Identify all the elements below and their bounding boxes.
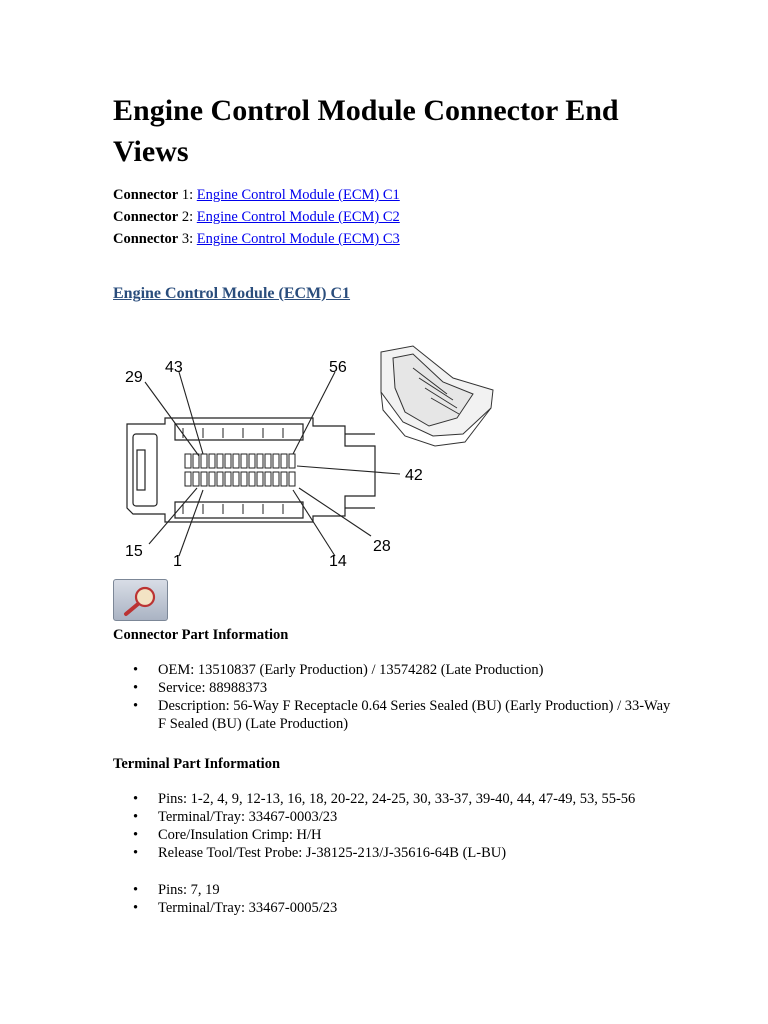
connector-part-list [113,661,673,733]
pin-cavity [265,454,271,468]
pin-cavity [281,454,287,468]
pin-cavity [233,472,239,486]
connector-link-c1[interactable]: Engine Control Module (ECM) C1 [196,187,400,203]
pin-cavity [249,472,255,486]
terminal-part-list-1 [113,790,673,862]
connector-end-view-diagram [113,338,505,578]
section-title: Engine Control Module (ECM) C1 [113,285,351,302]
pin-cavity [241,454,247,468]
connector-number: 3: [178,231,197,247]
pin-cavity [273,472,279,486]
connector-link-c3[interactable]: Engine Control Module (ECM) C3 [196,231,400,247]
page-title: Engine Control Module Connector End Views [113,94,619,168]
pin-cavity [201,454,207,468]
pin-cavity [289,454,295,468]
callout-1: 1 [173,553,182,570]
pin-cavity [217,472,223,486]
list-item: • Pins: 7, 19 [113,881,673,899]
pin-cavity [257,454,263,468]
terminal-part-heading: Terminal Part Information [113,756,281,772]
callout-28: 28 [373,538,391,555]
list-item: • Pins: 1-2, 4, 9, 12-13, 16, 18, 20-22, 24-25, 30, 33-37, 39-40, 44, 47-49, 53, 55-56 [113,790,673,808]
zoom-button[interactable] [113,579,168,621]
connector-part-heading: Connector Part Information [113,627,289,643]
pin-cavity [265,472,271,486]
pin-cavity [241,472,247,486]
list-item: • Service: 88988373 [113,679,673,697]
pin-cavity [257,472,263,486]
list-item: • OEM: 13510837 (Early Production) / 13574282 (Late Production) [113,661,673,679]
connector-number: 1: [178,187,197,203]
pin-cavity [281,472,287,486]
list-item: • Release Tool/Test Probe: J-38125-213/J-35616-64B (L-BU) [113,844,673,862]
pin-cavity [193,472,199,486]
connector-link-c2[interactable]: Engine Control Module (ECM) C2 [196,209,400,225]
list-item: • Core/Insulation Crimp: H/H [113,826,673,844]
connector-label: Connector [113,231,179,247]
terminal-part-list-2 [113,881,673,917]
pin-cavity [273,454,279,468]
connector-row-3 [113,228,400,250]
pin-cavity [225,472,231,486]
pin-cavity [233,454,239,468]
pin-cavity [201,472,207,486]
pin-cavity [209,472,215,486]
connector-label: Connector [113,209,179,225]
list-item: • Terminal/Tray: 33467-0005/23 [113,899,673,917]
list-item: • Description: 56-Way F Receptacle 0.64 Series Sealed (BU) (Early Production) / 33-Way F Sealed (BU) (Late Production) [113,697,673,733]
magnifier-icon [114,580,169,622]
pin-cavity [289,472,295,486]
list-item: • Terminal/Tray: 33467-0003/23 [113,808,673,826]
pin-cavity [193,454,199,468]
callout-56: 56 [329,359,347,376]
connector-label: Connector [113,187,179,203]
pin-cavity [209,454,215,468]
pin-cavity [249,454,255,468]
connector-list [113,184,400,250]
pin-cavity [217,454,223,468]
connector-3d-illustration [381,346,493,446]
callout-29: 29 [125,369,143,386]
connector-row-2 [113,206,400,228]
callout-43: 43 [165,359,183,376]
connector-row-1 [113,184,400,206]
callout-42: 42 [405,467,423,484]
pin-cavity [225,454,231,468]
connector-number: 2: [178,209,197,225]
callout-14: 14 [329,553,347,570]
callout-15: 15 [125,543,143,560]
pin-cavity [185,472,191,486]
pin-cavity [185,454,191,468]
